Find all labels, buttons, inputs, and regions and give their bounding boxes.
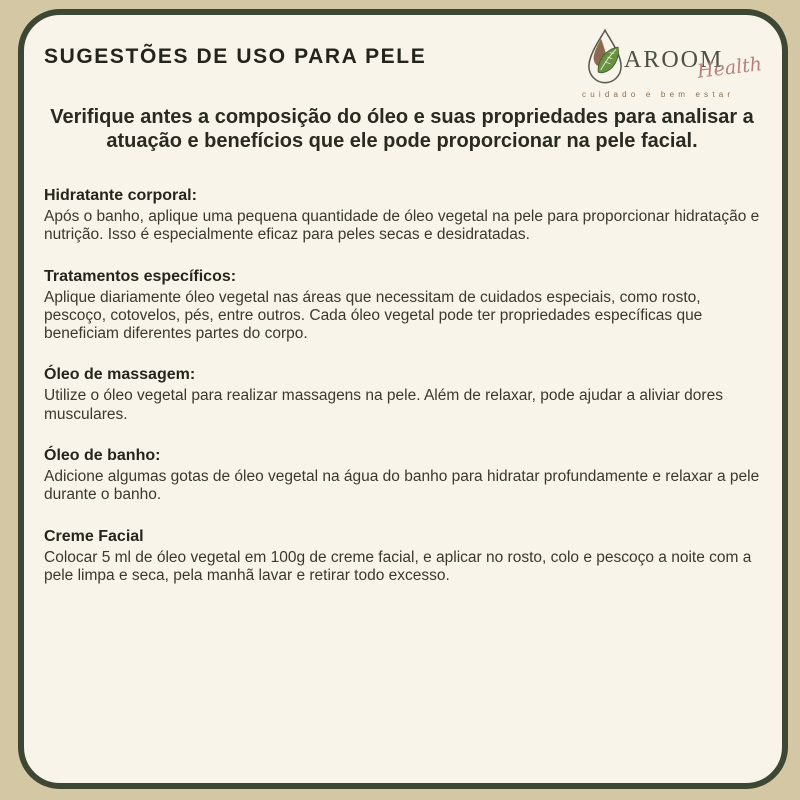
- brand-tagline: cuidado e bem estar: [582, 90, 735, 99]
- page-title: SUGESTÕES DE USO PARA PELE: [44, 45, 427, 68]
- droplet-leaf-icon: [582, 27, 628, 87]
- brand-logo: [582, 27, 764, 99]
- brand-suffix: Health: [695, 53, 764, 83]
- section-heading: Óleo de massagem:: [44, 366, 196, 384]
- section-body: Após o banho, aplique uma pequena quantidade de óleo vegetal na pele para proporcionar hidratação e nutrição. Isso é especialmente eficaz para peles secas e desidratadas.: [44, 208, 760, 244]
- section-heading: Óleo de banho:: [44, 446, 161, 464]
- section-hidratante-corporal: [44, 187, 760, 245]
- section-body: Adicione algumas gotas de óleo vegetal na água do banho para hidratar profundamente e relaxar a pele durante o banho.: [44, 467, 760, 504]
- section-body: Colocar 5 ml de óleo vegetal em 100g de creme facial, e aplicar no rosto, colo e pescoço a noite com a pele limpa e seca, pela manhã lavar e retirar todo excesso.: [44, 548, 752, 584]
- section-oleo-de-massagem: [44, 366, 760, 424]
- header: [38, 23, 766, 99]
- section-heading: Tratamentos específicos:: [44, 267, 237, 285]
- section-oleo-de-banho: [44, 447, 760, 505]
- flyer-card: [18, 9, 788, 789]
- section-heading: Hidratante corporal:: [44, 187, 197, 204]
- section-creme-facial: [44, 528, 760, 586]
- section-tratamentos-especificos: [44, 268, 760, 344]
- intro-text: Verifique antes a composição do óleo e suas propriedades para analisar a atuação e benefícios que ele pode proporcionar na pele facial.: [50, 106, 754, 152]
- section-heading: Creme Facial: [44, 527, 144, 545]
- section-body: Aplique diariamente óleo vegetal nas áreas que necessitam de cuidados especiais, como rosto, pescoço, cotovelos, pés, entre outros. Cada óleo vegetal pode ter propriedades específicas que beneficiam diferentes partes do corpo.: [44, 288, 703, 343]
- sections: [38, 187, 766, 585]
- section-body: Utilize o óleo vegetal para realizar massagens na pele. Além de relaxar, pode ajudar a aliviar dores musculares.: [44, 387, 723, 423]
- brand-name: AROOM: [624, 46, 724, 73]
